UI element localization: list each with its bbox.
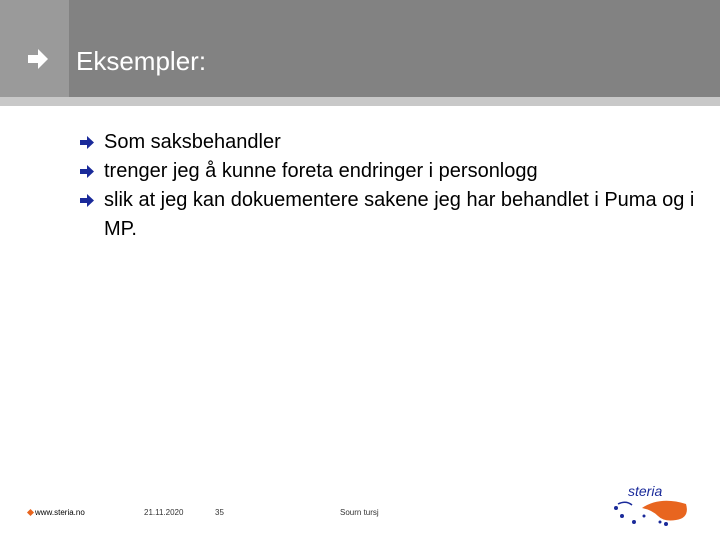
slide-header-divider xyxy=(0,97,720,106)
bullet-item xyxy=(80,157,700,186)
bullet-arrow-icon xyxy=(80,193,94,208)
bullet-item xyxy=(80,186,700,244)
bullet-text: slik at jeg kan dokuementere sakene jeg har behandlet i Puma og i MP. xyxy=(104,189,695,240)
logo-text: steria xyxy=(628,483,663,499)
footer-url-text[interactable]: www.steria.no xyxy=(35,508,85,517)
bullet-item xyxy=(80,128,700,157)
slide-title: Eksempler: xyxy=(76,46,207,76)
footer-page-number: 35 xyxy=(215,508,224,517)
bullet-list xyxy=(80,128,700,244)
bullet-arrow-icon xyxy=(80,164,94,179)
title-arrow-icon xyxy=(28,48,48,70)
footer-url[interactable] xyxy=(28,508,85,517)
bullet-text: trenger jeg å kunne foreta endringer i personlogg xyxy=(104,160,538,182)
bullet-text: Som saksbehandler xyxy=(104,131,281,153)
footer-date: 21.11.2020 xyxy=(144,508,184,517)
footer-bullet-icon xyxy=(27,509,34,516)
footer-title: Sourn tursj xyxy=(340,508,379,517)
steria-logo xyxy=(600,478,700,528)
bullet-arrow-icon xyxy=(80,135,94,150)
